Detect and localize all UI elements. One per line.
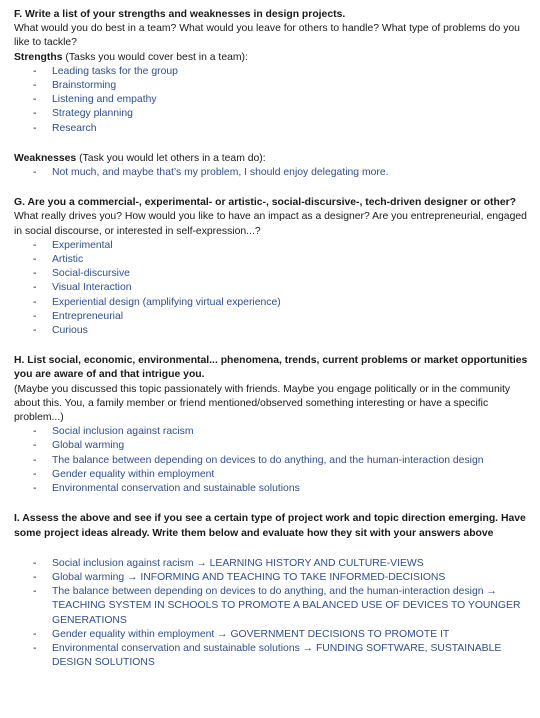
strengths-list bbox=[14, 65, 530, 136]
list-item: - Experiential design (amplifying virtual experience) bbox=[33, 296, 530, 310]
list-item: - Global warming bbox=[33, 439, 530, 453]
list-item: - Artistic bbox=[33, 253, 530, 267]
section-i-heading: I. Assess the above and see if you see a certain type of project work and topic direction emerging. Have some project ideas already. Write them below and evaluate how they sit with your answers above bbox=[14, 513, 526, 539]
weaknesses-note-2: in a team do): bbox=[199, 152, 266, 164]
strengths-note: (Tasks you would cover best in a team): bbox=[62, 51, 248, 63]
list-item: - Gender equality within employment → GOVERNMENT DECISIONS TO PROMOTE IT bbox=[33, 628, 530, 642]
section-g-heading: G. Are you a commercial-, experimental- or artistic-, social-discursive-, tech-driven designer or other? bbox=[14, 197, 516, 209]
list-item: - Environmental conservation and sustainable solutions → FUNDING SOFTWARE, SUSTAINABLE DESIGN SOLUTIONS bbox=[33, 642, 530, 670]
list-item: - Social-discursive bbox=[33, 267, 530, 281]
section-i bbox=[14, 512, 530, 670]
list-item: - Environmental conservation and sustainable solutions bbox=[33, 482, 530, 496]
phenomena-list bbox=[14, 425, 530, 496]
list-item: - Experimental bbox=[33, 239, 530, 253]
list-item: - Research bbox=[33, 122, 530, 136]
list-item: - Social inclusion against racism bbox=[33, 425, 530, 439]
weaknesses-label: Weaknesses bbox=[14, 152, 77, 164]
list-item: - Leading tasks for the group bbox=[33, 65, 530, 79]
list-item: - The balance between depending on devices to do anything, and the human-interaction design → TEACHING SYSTEM IN SCHOOLS TO PROMOTE A BALANCED USE OF DEVICES TO YOUNGER GENERATIONS bbox=[33, 585, 530, 628]
list-item: - Curious bbox=[33, 324, 530, 338]
list-item: - Visual Interaction bbox=[33, 281, 530, 295]
designer-type-list bbox=[14, 239, 530, 338]
section-h-heading: H. List social, economic, environmental... phenomena, trends, current problems or market opportunities you are aware of and that intrigue you. bbox=[14, 355, 528, 381]
strengths-label: Strengths bbox=[14, 51, 63, 63]
list-item: - The balance between depending on devices to do anything, and the human-interaction design bbox=[33, 454, 530, 468]
list-item: - Entrepreneurial bbox=[33, 310, 530, 324]
weaknesses-note-1: (Task you would let others bbox=[76, 152, 200, 164]
list-item: - Strategy planning bbox=[33, 107, 530, 121]
section-f bbox=[14, 8, 530, 180]
section-g-intro: What really drives you? How would you like to have an impact as a designer? Are you entrepreneurial, engaged in social discourse, or interested in self-expression...? bbox=[14, 211, 527, 237]
list-item: - Listening and empathy bbox=[33, 93, 530, 107]
weaknesses-list bbox=[14, 166, 530, 180]
weaknesses-line bbox=[14, 152, 530, 166]
list-item: - Global warming → INFORMING AND TEACHING TO TAKE INFORMED-DECISIONS bbox=[33, 571, 530, 585]
section-h bbox=[14, 354, 530, 496]
list-item: - Brainstorming bbox=[33, 79, 530, 93]
list-item: - Not much, and maybe that’s my problem, I should enjoy delegating more. bbox=[33, 166, 530, 180]
list-item: - Gender equality within employment bbox=[33, 468, 530, 482]
project-ideas-list bbox=[14, 557, 530, 671]
section-f-heading: F. Write a list of your strengths and weaknesses in design projects. bbox=[14, 9, 346, 20]
section-g bbox=[14, 196, 530, 338]
strengths-line bbox=[14, 51, 530, 65]
list-item: - Social inclusion against racism → LEARNING HISTORY AND CULTURE-VIEWS bbox=[33, 557, 530, 571]
section-h-intro: (Maybe you discussed this topic passionately with friends. Maybe you engage politically or in the community about this. You, a family member or friend mentioned/observed something interesting or have a specific problem...) bbox=[14, 383, 511, 424]
section-f-intro: What would you do best in a team? What would you leave for others to handle? What type of problems do you like to tackle? bbox=[14, 23, 520, 49]
